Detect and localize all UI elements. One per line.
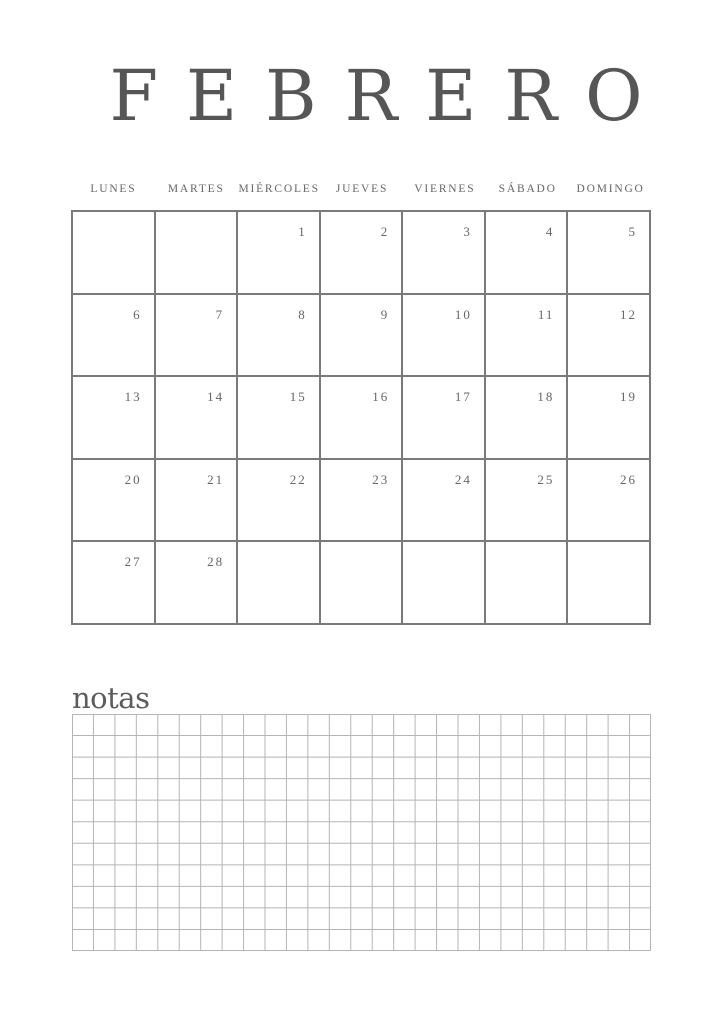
day-number: 17 (454, 389, 472, 405)
day-number: 26 (619, 471, 637, 487)
calendar-day-cell[interactable] (321, 542, 404, 625)
calendar-day-cell[interactable] (403, 212, 486, 295)
day-number: 18 (537, 389, 555, 405)
calendar-day-cell[interactable] (403, 460, 486, 543)
weekday-label: SÁBADO (498, 183, 557, 195)
calendar-day-cell[interactable] (238, 460, 321, 543)
day-number: 10 (454, 306, 472, 322)
calendar-day-cell[interactable] (568, 460, 651, 543)
calendar-day-cell[interactable] (73, 377, 156, 460)
calendar-day-cell[interactable] (321, 377, 404, 460)
calendar-day-cell[interactable] (486, 212, 569, 295)
calendar-day-cell[interactable] (486, 542, 569, 625)
calendar-day-cell[interactable] (403, 295, 486, 378)
day-number: 11 (537, 306, 555, 322)
calendar-day-cell[interactable] (73, 212, 156, 295)
day-number: 21 (207, 471, 225, 487)
calendar-day-cell[interactable] (238, 377, 321, 460)
calendar-day-cell[interactable] (486, 377, 569, 460)
day-number: 28 (207, 554, 225, 570)
day-number: 7 (215, 306, 225, 322)
calendar-day-cell[interactable] (73, 295, 156, 378)
day-number: 14 (207, 389, 225, 405)
calendar-day-cell[interactable] (73, 460, 156, 543)
calendar-day-cell[interactable] (568, 377, 651, 460)
weekday-label: JUEVES (335, 183, 389, 195)
calendar-day-cell[interactable] (156, 542, 239, 625)
calendar-day-cell[interactable] (568, 295, 651, 378)
calendar-day-cell[interactable] (486, 460, 569, 543)
day-number: 6 (133, 306, 142, 322)
calendar-day-cell[interactable] (568, 212, 651, 295)
weekday-label: MARTES (167, 183, 225, 195)
calendar-grid (71, 210, 651, 625)
calendar-day-cell[interactable] (156, 460, 239, 543)
notes-label: notas (72, 681, 150, 715)
day-number: 22 (289, 471, 307, 487)
day-number: 23 (372, 471, 390, 487)
weekday-label: LUNES (90, 183, 137, 195)
day-number: 15 (289, 389, 307, 405)
day-number: 5 (628, 224, 637, 239)
day-number: 12 (619, 306, 637, 322)
calendar-day-cell[interactable] (321, 460, 404, 543)
calendar-day-cell[interactable] (486, 295, 569, 378)
calendar-day-cell[interactable] (73, 542, 156, 625)
day-number: 20 (124, 471, 142, 487)
weekday-label: VIERNES (414, 183, 476, 195)
calendar-day-cell[interactable] (321, 212, 404, 295)
day-number: 16 (372, 389, 390, 405)
calendar-day-cell[interactable] (403, 377, 486, 460)
weekday-header (72, 183, 652, 199)
day-number: 27 (124, 554, 142, 570)
calendar-day-cell[interactable] (156, 295, 239, 378)
calendar-day-cell[interactable] (238, 542, 321, 625)
calendar-day-cell[interactable] (321, 295, 404, 378)
calendar-day-cell[interactable] (403, 542, 486, 625)
day-number: 9 (380, 306, 390, 322)
day-number: 13 (124, 389, 142, 405)
day-number: 24 (454, 471, 472, 487)
day-number: 3 (463, 224, 472, 239)
month-title: FEBRERO (109, 55, 671, 137)
calendar-day-cell[interactable] (156, 212, 239, 295)
day-number: 25 (537, 471, 555, 487)
weekday-label: DOMINGO (576, 183, 645, 195)
day-number: 4 (545, 224, 555, 239)
calendar-day-cell[interactable] (238, 295, 321, 378)
calendar-day-cell[interactable] (156, 377, 239, 460)
calendar-day-cell[interactable] (238, 212, 321, 295)
calendar-day-cell[interactable] (568, 542, 651, 625)
day-number: 2 (380, 224, 390, 239)
day-number: 1 (298, 224, 307, 239)
day-number: 19 (619, 389, 637, 405)
day-number: 8 (298, 306, 307, 322)
notes-grid[interactable] (72, 714, 651, 951)
weekday-label: MIÉRCOLES (238, 183, 320, 195)
